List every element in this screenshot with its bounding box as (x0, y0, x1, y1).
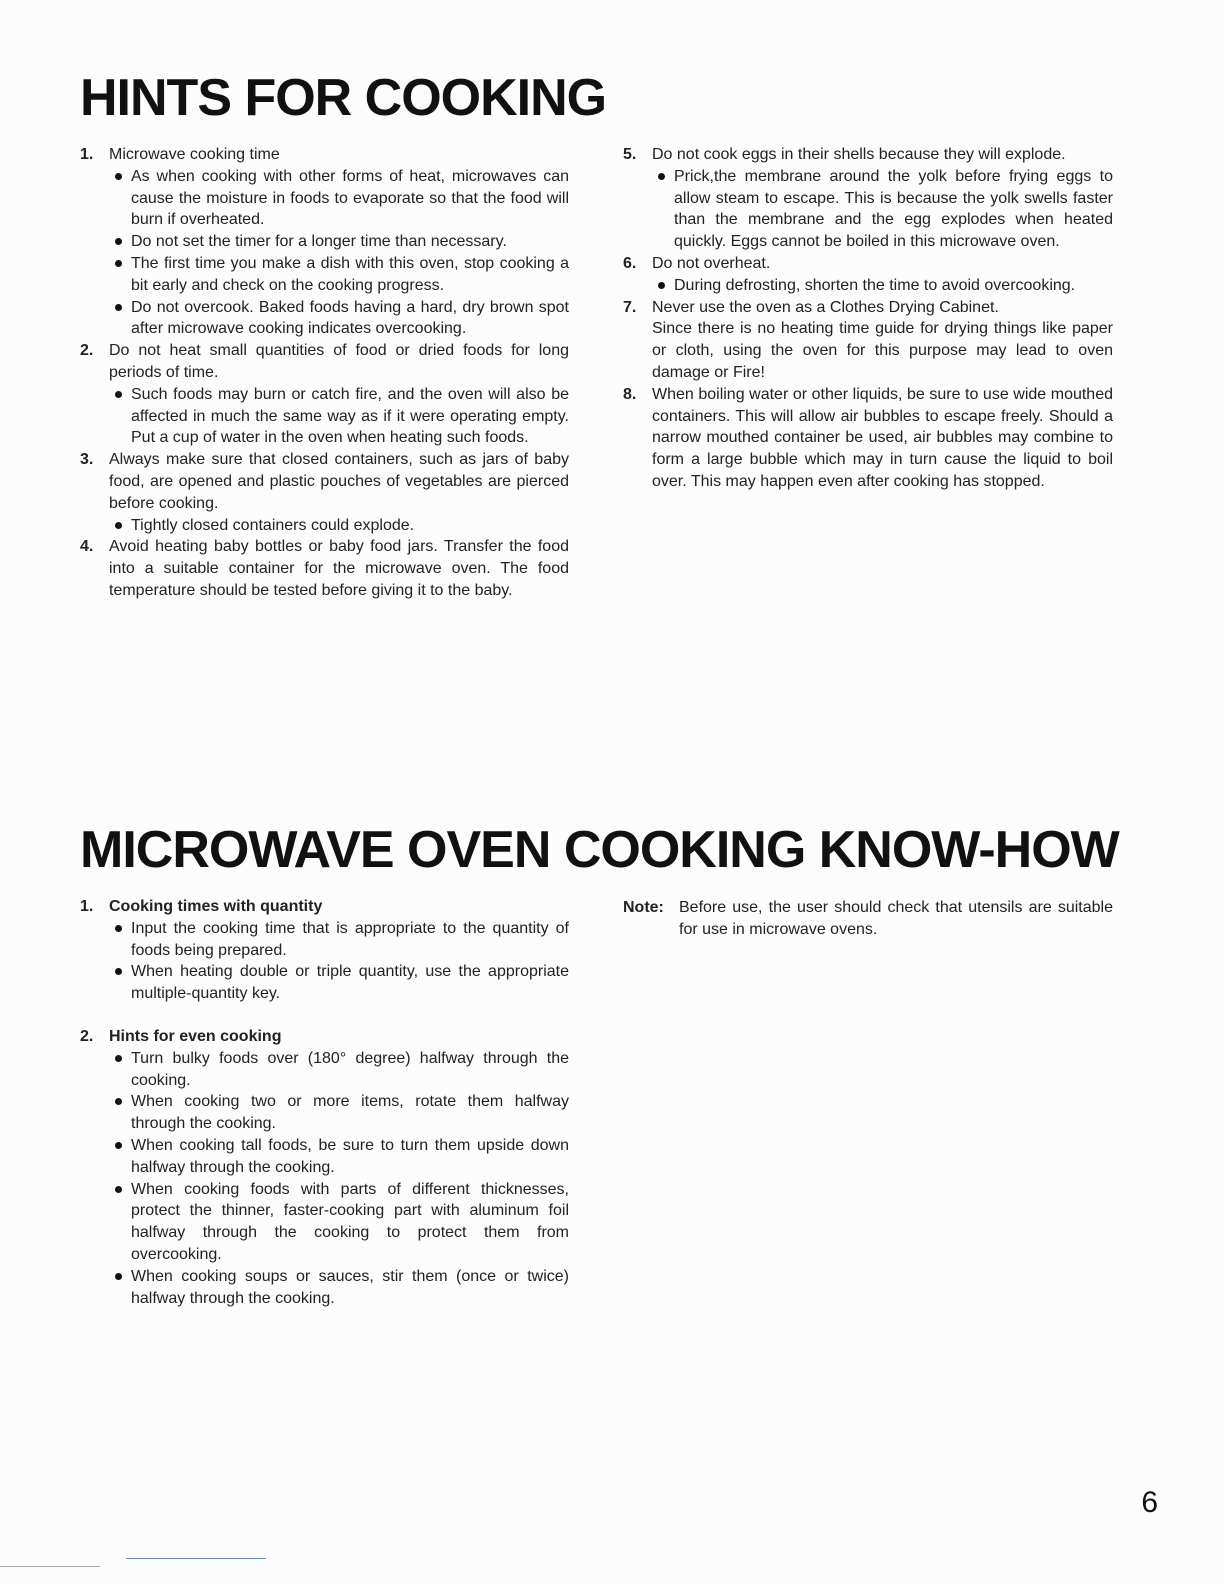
item-number: 6. (623, 254, 637, 272)
section-number: 1. (80, 898, 94, 915)
bullet-item: Prick,the membrane around the yolk before frying eggs to allow steam to escape. This is because the yolk swells faster than the membrane and the egg explodes when heated quickly. Eggs cannot be boiled in this microwave oven. (652, 166, 1113, 253)
knowhow-title: MICROWAVE OVEN COOKING KNOW-HOW (80, 821, 1119, 879)
bullet-list (109, 1048, 569, 1310)
divider (0, 1566, 100, 1567)
list-item (80, 1026, 569, 1309)
list-item (623, 144, 1113, 253)
section-number: 2. (80, 1027, 94, 1045)
section-title: Hints for even cooking (109, 1027, 282, 1045)
list-item (80, 449, 569, 536)
bullet-item: Do not overcook. Baked foods having a hard, dry brown spot after microwave cooking indicates overcooking. (109, 297, 569, 341)
list-item (623, 253, 1113, 297)
bullet-item: Do not set the timer for a longer time than necessary. (109, 231, 569, 253)
list-item (80, 144, 569, 340)
bullet-item: The first time you make a dish with this oven, stop cooking a bit early and check on the cooking progress. (109, 253, 569, 297)
hints-left-column (80, 144, 569, 602)
bullet-item: Turn bulky foods over (180° degree) halfway through the cooking. (109, 1048, 569, 1092)
item-text-continued: Since there is no heating time guide for drying things like paper or cloth, using the oven for this purpose may lead to oven damage or Fire! (652, 320, 1113, 381)
bullet-item: When cooking soups or sauces, stir them (once or twice) halfway through the cooking. (109, 1266, 569, 1310)
bullet-list (652, 166, 1113, 253)
bullet-item: Input the cooking time that is appropriate to the quantity of foods being prepared. (109, 918, 569, 962)
knowhow-left-column (80, 896, 569, 1309)
page-number: 6 (1141, 1486, 1158, 1519)
bullet-list (109, 166, 569, 340)
knowhow-list (80, 896, 569, 1309)
bullet-list (109, 515, 569, 537)
bullet-list (109, 918, 569, 1005)
item-number: 5. (623, 146, 637, 163)
bullet-item: Such foods may burn or catch fire, and the oven will also be affected in much the same way as if it were operating empty. Put a cup of water in the oven when heating such foods. (109, 384, 569, 449)
hints-list-right (623, 144, 1113, 493)
note (623, 897, 1113, 941)
item-text: When boiling water or other liquids, be sure to use wide mouthed containers. This will allow air bubbles to escape freely. Should a narrow mouthed container be used, air bubbles may combine to form a large bubble which may in turn cause the liquid to boil over. This may happen even after cooking has stopped. (652, 385, 1113, 490)
section-title: Cooking times with quantity (109, 898, 323, 915)
bullet-item: Tightly closed containers could explode. (109, 515, 569, 537)
bullet-item: As when cooking with other forms of heat, microwaves can cause the moisture in foods to evaporate so that the food will burn if overheated. (109, 166, 569, 231)
list-item (80, 536, 569, 601)
note-text: Before use, the user should check that utensils are suitable for use in microwave ovens. (679, 899, 1113, 938)
item-number: 3. (80, 451, 94, 469)
bullet-item: When cooking tall foods, be sure to turn them upside down halfway through the cooking. (109, 1135, 569, 1179)
hints-right-column (623, 144, 1113, 493)
item-text: Never use the oven as a Clothes Drying Cabinet. (652, 298, 999, 316)
note-label: Note: (623, 899, 664, 916)
bullet-item: During defrosting, shorten the time to avoid overcooking. (652, 275, 1113, 297)
item-text: Microwave cooking time (109, 146, 280, 163)
list-item (80, 896, 569, 1005)
item-text: Always make sure that closed containers, such as jars of baby food, are opened and plastic pouches of vegetables are pierced before cooking. (109, 451, 569, 512)
hints-list-left (80, 144, 569, 602)
item-number: 4. (80, 538, 94, 556)
hints-title: HINTS FOR COOKING (80, 69, 607, 127)
item-text: Do not cook eggs in their shells because they will explode. (652, 146, 1066, 163)
item-number: 1. (80, 146, 94, 163)
bullet-list (652, 275, 1113, 297)
divider (126, 1558, 266, 1559)
item-number: 8. (623, 385, 637, 403)
bullet-item: When heating double or triple quantity, use the appropriate multiple-quantity key. (109, 961, 569, 1005)
list-item (623, 384, 1113, 493)
bullet-item: When cooking foods with parts of different thicknesses, protect the thinner, faster-cooking part with aluminum foil halfway through the cooking to protect them from overcooking. (109, 1179, 569, 1266)
bullet-item: When cooking two or more items, rotate them halfway through the cooking. (109, 1091, 569, 1135)
list-item (80, 340, 569, 449)
item-text: Do not heat small quantities of food or dried foods for long periods of time. (109, 342, 569, 381)
item-text: Do not overheat. (652, 254, 771, 272)
item-number: 7. (623, 298, 637, 316)
bullet-list (109, 384, 569, 449)
item-number: 2. (80, 342, 94, 360)
item-text: Avoid heating baby bottles or baby food jars. Transfer the food into a suitable container for the microwave oven. The food temperature should be tested before giving it to the baby. (109, 538, 569, 599)
list-item (623, 297, 1113, 384)
